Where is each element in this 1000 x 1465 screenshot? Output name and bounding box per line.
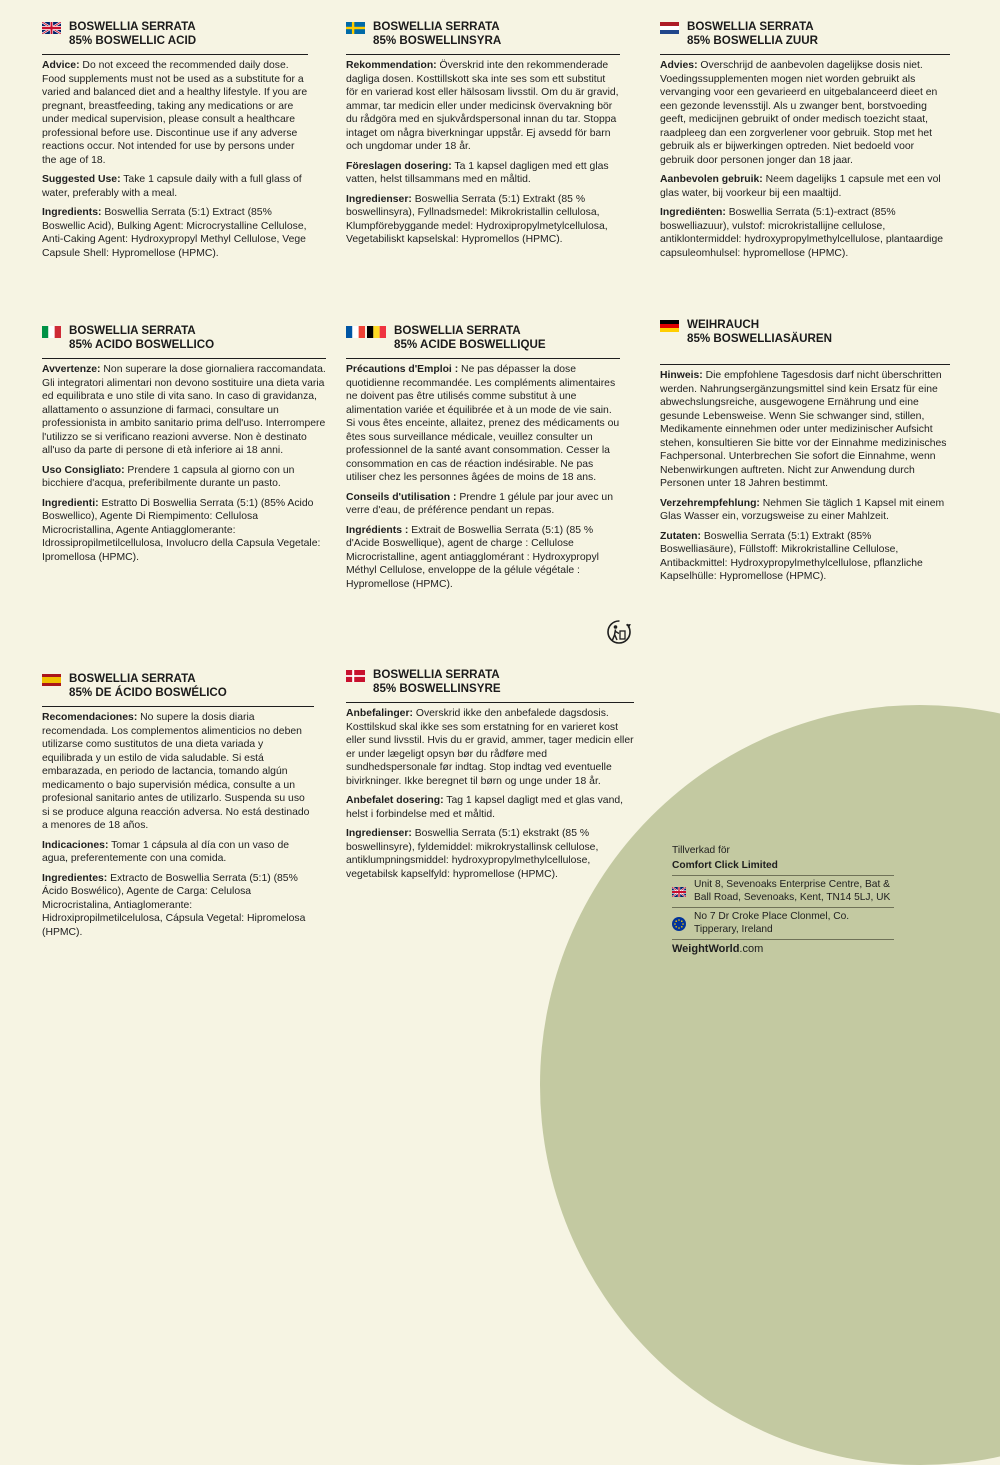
ingredients-label: Ingrediënten: [660,207,726,218]
section-subtitle: 85% BOSWELLIASÄUREN [687,332,832,345]
brand-website [672,940,894,956]
section-subtitle: 85% DE ÁCIDO BOSWÉLICO [69,686,227,699]
use-paragraph [346,491,620,518]
advice-text: Overskrid ikke den anbefalede dagsdosis. Kosttilskud skal ikke ses som erstatning for en varieret kost eller sund livsstil. Hvis du er gravid, ammer, tager medicin eller er under lægeligt opsyn bør du rådføre med sundhedspersonale før indtag. Stop indtag ved eventuelle bivirkninger. Ikke beregnet til børn og unge under 18 år. [346,708,634,787]
brand-domain: .com [739,943,764,955]
divider [346,54,620,55]
section-danish [346,668,634,887]
ingredients-text: Extrait de Boswellia Serrata (5:1) (85 % d'Acide Boswellique), agent de charge : Cellulose Microcristalline, agent antiagglomérant : Hydroxypropyl Méthyl Cellulose, enveloppe de la gélule végétale : Hypromellose (HPMC). [346,524,599,590]
advice-text: Överskrid inte den rekommenderade dagliga dosen. Kosttillskott ska inte ses som ett substitut för en varierad kost eller hälsosam livsstil. Om du är gravid, ammar, tar medicin eller under medicinsk övervakning bör du rådgöra med en sjukvårdspersonal innan du tar. Stoppa intaget om några biverkningar uppstår. Ej avsedd för barn och ungdomar under 18 år. [346,60,619,152]
flag-germany-icon [660,320,679,332]
ie-address-row [672,908,894,940]
use-paragraph [346,160,620,187]
section-english [42,20,308,266]
use-paragraph [346,794,634,821]
flag-denmark-icon [346,670,365,682]
divider [660,54,950,55]
advice-label: Rekommendation: [346,60,437,71]
recycling-triman-icon [606,619,632,645]
use-label: Conseils d'utilisation : [346,491,457,503]
advice-label: Recomendaciones: [42,712,138,723]
ingredients-text: Boswellia Serrata (5:1) Extract (85% Boswellic Acid), Bulking Agent: Microcrystalline Cellulose, Anti-Caking Agent: Hydroxypropyl Methyl Cellulose, Vege Capsule Shell: Hypromellose (HPMC). [42,207,307,259]
ie-address: No 7 Dr Croke Place Clonmel, Co. Tipperary, Ireland [694,911,850,935]
flag-spain-icon [42,674,61,686]
ingredients-paragraph [346,524,620,592]
use-label: Indicaciones: [42,839,109,851]
advice-paragraph [346,363,620,485]
advice-paragraph [42,711,314,833]
advice-label: Hinweis: [660,370,703,381]
flag-italy-icon [42,326,61,338]
section-header [660,20,950,48]
section-header [42,324,326,352]
divider [42,706,314,707]
section-subtitle: 85% BOSWELLIC ACID [69,34,197,47]
section-title: BOSWELLIA SERRATA [69,672,196,685]
ingredients-text: Estratto Di Boswellia Serrata (5:1) (85% Acido Boswellico), Agente Di Riempimento: Cellulosa Microcristallina, Agente Antiagglomerante: Idrossipropilmetilcellulosa, Involucro della Capsula Vegetale: Ipromellosa (HPMC). [42,497,321,563]
use-paragraph [42,173,308,200]
use-text: Prendere 1 capsula al giorno con un bicchiere d'acqua, preferibilmente durante un pasto. [42,464,295,489]
flag-france-icon [346,326,365,338]
section-subtitle: 85% BOSWELLINSYRE [373,682,501,695]
ingredients-paragraph [346,827,634,881]
flag-sweden-icon [346,22,365,34]
ingredients-label: Ingredienser: [346,193,412,205]
section-title: BOSWELLIA SERRATA [394,324,521,337]
section-italian [42,324,326,570]
use-text: Nehmen Sie täglich 1 Kapsel mit einem Glas Wasser ein, vorzugsweise zu einer Mahlzeit. [660,497,945,522]
use-label: Verzehrempfehlung: [660,497,760,509]
advice-label: Advice: [42,60,80,71]
ingredients-paragraph [42,872,314,940]
advice-text: Non superare la dose giornaliera raccomandata. Gli integratori alimentari non devono sostituire una dieta varia ed equilibrata e uno stile di vita sano. In caso di gravidanza, allattamento o assunzione di farmaci, consultare un professionista in ambito sanitario prima dell'uso. Interrompere l'utilizzo se si verificano reazioni avverse. Non è destinato all'uso da parte di persone di età inferiore ai 18 anni. [42,364,326,456]
ingredients-text: Extracto de Boswellia Serrata (5:1) (85% Ácido Boswélico), Agente de Carga: Celulosa Microcristalina, Antiaglomerante: Hidroxipropilmetilcelulosa, Cápsula Vegetal: Hipromelosa (HPMC). [42,872,306,938]
advice-paragraph [660,59,950,167]
use-text: Neem dagelijks 1 capsule met een vol glas water, bij voorkeur bij een maaltijd. [660,174,941,199]
section-header [660,318,950,346]
divider [42,358,326,359]
advice-text: No supere la dosis diaria recomendada. Los complementos alimenticios no deben utilizarse como sustitutos de una dieta variada y equilibrada y un estilo de vida saludable. Si está embarazada, en periodo de lactancia, tomando algún medicamento o bajo supervisión médica, consulte a un profesional sanitario antes de utilizarlo. Suspenda su uso si se produce alguna reacción adversa. No está destinado a menores de 18 años. [42,712,310,831]
advice-label: Anbefalinger: [346,708,413,719]
ingredients-text: Boswellia Serrata (5:1) Extrakt (85 % boswellinsyra), Fyllnadsmedel: Mikrokristallin cellulosa, Klumpförebyggande medel: Hydroxipropylmetylcellulosa, Vegetabiliskt kapselskal: Hypromellos (HPMC). [346,193,608,245]
advice-paragraph [42,59,308,167]
use-text: Take 1 capsule daily with a full glass of water, preferably with a meal. [42,174,302,199]
flag-eu-icon [672,917,686,931]
ingredients-paragraph [42,206,308,260]
section-subtitle: 85% ACIDO BOSWELLICO [69,338,215,351]
divider [660,364,950,365]
section-french [346,324,620,597]
flag-uk-icon [672,887,686,897]
ingredients-label: Ingrédients : [346,524,409,536]
advice-paragraph [346,59,620,154]
advice-text: Ne pas dépasser la dose quotidienne recommandée. Les compléments alimentaires ne doivent pas être utilisés comme substitut à une alimentation variée et équilibrée et à un mode de vie sain. Si vous êtes enceinte, allaitez, prenez des médicaments ou êtes sous surveillance médicale, veuillez consulter un professionnel de la santé avant consommation. Cesser la consommation en cas de réaction indésirable. Ne pas utiliser chez les personnes âgées de moins de 18 ans. [346,364,620,483]
ingredients-label: Ingredients: [42,207,102,218]
advice-paragraph [42,363,326,458]
manufacturer-address-block [672,845,894,956]
section-subtitle: 85% BOSWELLINSYRA [373,34,502,47]
section-subtitle: 85% ACIDE BOSWELLIQUE [394,338,546,351]
uk-address-row [672,876,894,908]
use-paragraph [42,839,314,866]
use-paragraph [660,173,950,200]
use-text: Tag 1 kapsel dagligt med et glas vand, helst i forbindelse med et måltid. [346,795,624,820]
ingredients-text: Boswellia Serrata (5:1) Extrakt (85% Boswelliasäure), Füllstoff: Mikrokristalline Cellulose, Antibackmittel: Hydroxypropylmethylcellulose, pflanzliche Kapselhülle: Hypromellose (HPMC). [660,530,923,582]
ingredients-paragraph [660,530,950,584]
advice-label: Advies: [660,60,698,71]
section-header [346,668,634,696]
use-paragraph [42,464,326,491]
section-german [660,318,950,590]
section-subtitle: 85% BOSWELLIA ZUUR [687,34,818,47]
section-title: BOSWELLIA SERRATA [373,20,500,33]
ingredients-label: Ingredientes: [42,872,108,884]
use-label: Suggested Use: [42,174,121,185]
ingredients-text: Boswellia Serrata (5:1) ekstrakt (85 % boswellinsyre), fyldemiddel: mikrokrystallinsk cellulose, antiklumpningsmiddel: hydroxypropylmethylcellulose, vegetabilsk kapselfyld: hypromellose (HPMC). [346,828,599,880]
use-label: Uso Consigliato: [42,464,125,476]
ingredients-paragraph [42,497,326,565]
section-header [42,20,308,48]
section-dutch [660,20,950,266]
use-text: Prendre 1 gélule par jour avec un verre d'eau, de préférence pendant un repas. [346,491,613,516]
section-spanish [42,672,314,945]
ingredients-paragraph [660,206,950,260]
advice-label: Avvertenze: [42,364,101,375]
divider [346,358,620,359]
section-swedish [346,20,620,253]
use-paragraph [660,497,950,524]
use-text: Tomar 1 cápsula al día con un vaso de agua, preferentemente con una comida. [42,839,290,864]
advice-paragraph [660,369,950,491]
ingredients-label: Ingredienser: [346,828,412,839]
flag-belgium-icon [367,326,386,338]
advice-label: Précautions d'Emploi : [346,364,459,375]
advice-paragraph [346,707,634,788]
use-text: Ta 1 kapsel dagligen med ett glas vatten, helst tillsammans med en måltid. [346,160,609,185]
uk-address: Unit 8, Sevenoaks Enterprise Centre, Bat & Ball Road, Sevenoaks, Kent, TN14 5LJ, UK [694,879,891,903]
flag-uk-icon [42,22,61,34]
brand-name: WeightWorld [672,943,740,955]
advice-text: Die empfohlene Tagesdosis darf nicht überschritten werden. Nahrungsergänzungsmittel sind kein Ersatz für eine abwechslungsreiche, ausgewogene Ernährung und eine gesunde Lebensweise. Wenn Sie schwanger sind, stillen, Medikamente einnehmen oder unter medizinischer Aufsicht stehen, konsultieren Sie bitte vor der Einnahme medizinisches Fachpersonal. Unterbrechen Sie sofort die Einnahme, wenn Nebenwirkungen auftreten. Nicht zur Anwendung durch Personen unter 18 Jahren bestimmt. [660,370,947,489]
made-for-label: Tillverkad för [672,845,730,856]
ingredients-paragraph [346,193,620,247]
section-header [346,324,620,352]
ingredients-text: Boswellia Serrata (5:1)-extract (85% boswelliazuur), vulstof: microkristallijne cellulose, antiklontermiddel: hydroxypropylmethylcellulose, plantaardige capsuleomhulsel: hypromellose (HPMC). [660,207,944,259]
section-title: BOSWELLIA SERRATA [69,324,196,337]
flag-netherlands-icon [660,22,679,34]
use-label: Anbefalet dosering: [346,795,444,806]
ingredients-label: Ingredienti: [42,497,99,509]
section-title: WEIHRAUCH [687,318,760,331]
advice-text: Overschrijd de aanbevolen dagelijkse dosis niet. Voedingssupplementen mogen niet worden gebruikt als vervanging voor een gevarieerd en uitgebalanceerd dieet en een gezonde levensstijl. Als u zwanger bent, borstvoeding geeft, medicijnen gebruikt of onder medisch toezicht staat, raadpleeg dan een zorgverlener voor gebruik. Stop met het gebruik als er bijwerkingen optreden. Niet bedoeld voor gebruik door personen jonger dan 18 jaar. [660,60,938,166]
section-title: BOSWELLIA SERRATA [687,20,814,33]
section-title: BOSWELLIA SERRATA [373,668,500,681]
use-label: Föreslagen dosering: [346,160,452,172]
divider [42,54,308,55]
ingredients-label: Zutaten: [660,530,701,542]
section-header [42,672,314,700]
advice-text: Do not exceed the recommended daily dose. Food supplements must not be used as a substitute for a varied and balanced diet and a healthy lifestyle. If you are pregnant, breastfeeding, taking any medications or are under medical supervision, please consult a healthcare professional before use. Discontinue use if any adverse reactions occur. Not intended for use by persons under the age of 18. [42,60,308,166]
section-header [346,20,620,48]
divider [346,702,634,703]
section-title: BOSWELLIA SERRATA [69,20,196,33]
use-label: Aanbevolen gebruik: [660,174,763,185]
company-name: Comfort Click Limited [672,860,894,877]
